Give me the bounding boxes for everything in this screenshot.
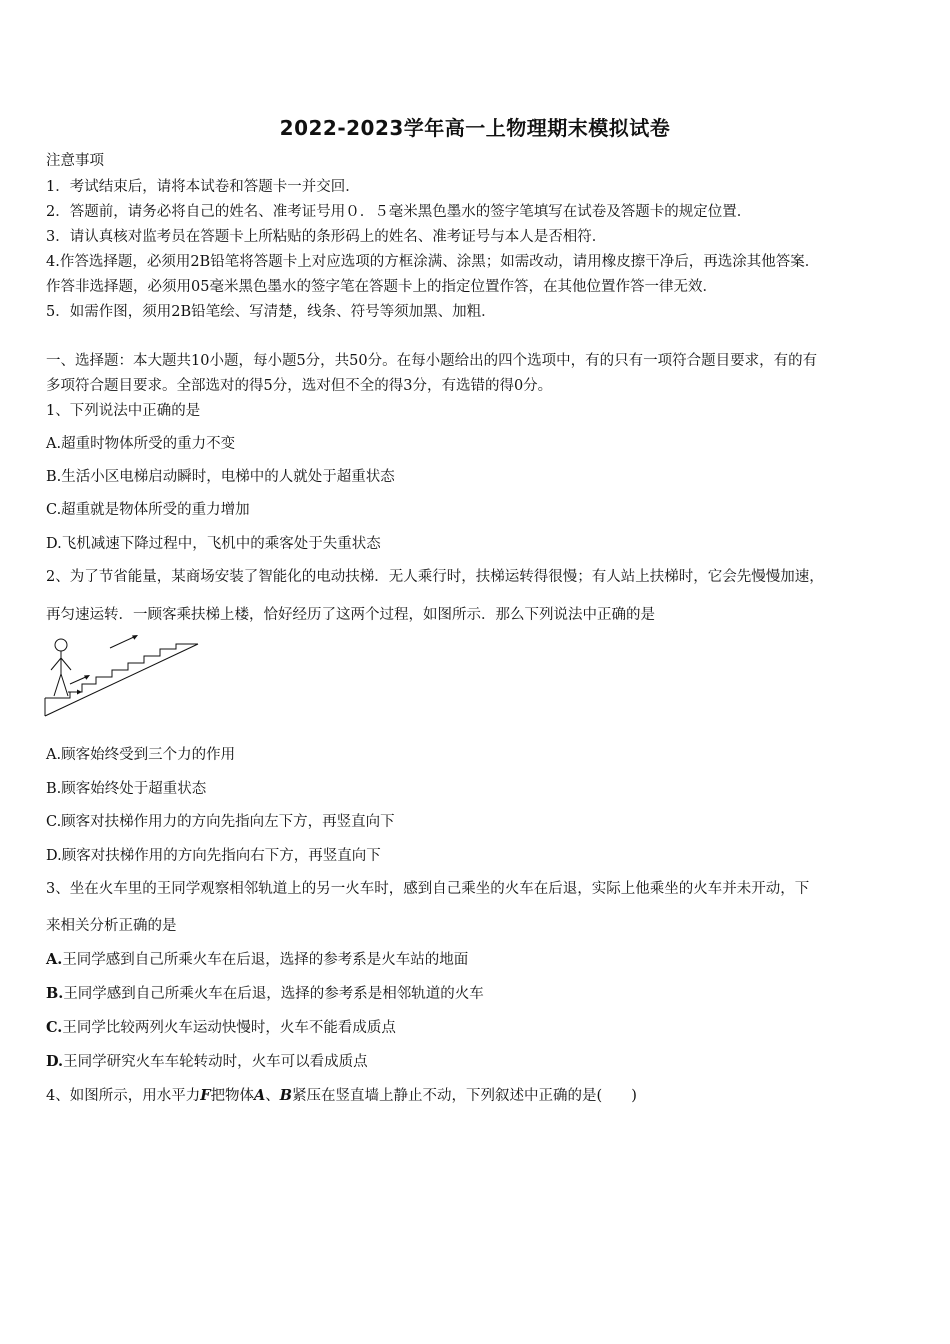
escalator-figure bbox=[44, 634, 204, 720]
page-title: 2022-2023学年高一上物理期末模拟试卷 bbox=[279, 116, 671, 140]
option-letter: A. bbox=[46, 951, 63, 968]
section-instructions-2: 多项符合题目要求。全部选对的得5分，选对但不全的得3分，有选错的得0分。 bbox=[46, 378, 553, 394]
question-2-option-d: D.顾客对扶梯作用的方向先指向右下方，再竖直向下 bbox=[46, 848, 381, 864]
stem-text: 紧压在竖直墙上静止不动，下列叙述中正确的是( ) bbox=[292, 1088, 637, 1104]
question-1-option-c: C.超重就是物体所受的重力增加 bbox=[46, 502, 250, 518]
question-3-option-b bbox=[46, 984, 911, 1004]
question-1-option-a: A.超重时物体所受的重力不变 bbox=[46, 436, 236, 452]
option-letter: B. bbox=[46, 985, 64, 1002]
section-instructions-1: 一、选择题：本大题共10小题，每小题5分，共50分。在每小题给出的四个选项中，有的只有一项符合题目要求，有的有 bbox=[46, 353, 818, 369]
option-letter: C. bbox=[46, 1019, 63, 1036]
notice-heading: 注意事项 bbox=[46, 153, 104, 169]
option-text: 王同学研究火车车轮转动时，火车可以看成质点 bbox=[63, 1054, 368, 1070]
question-1-option-b: B.生活小区电梯启动瞬时，电梯中的人就处于超重状态 bbox=[46, 469, 395, 485]
stem-text: 、 bbox=[265, 1088, 280, 1104]
notice-item-2: 2．答题前，请务必将自己的姓名、准考证号用０．５毫米黑色墨水的签字笔填写在试卷及答题卡的规定位置． bbox=[46, 204, 752, 220]
variable-a: A bbox=[254, 1087, 266, 1104]
notice-item-5: 5．如需作图，须用2B铅笔绘、写清楚，线条、符号等须加黑、加粗． bbox=[46, 304, 496, 320]
variable-f: F bbox=[200, 1087, 211, 1104]
question-3-option-a bbox=[46, 950, 911, 970]
question-2-option-c: C.顾客对扶梯作用力的方向先指向左下方，再竖直向下 bbox=[46, 814, 395, 830]
variable-b: B bbox=[279, 1087, 293, 1104]
option-text: 王同学感到自己所乘火车在后退，选择的参考系是相邻轨道的火车 bbox=[63, 986, 484, 1002]
question-1-stem: 1、下列说法中正确的是 bbox=[46, 403, 201, 419]
question-2-option-a: A.顾客始终受到三个力的作用 bbox=[46, 747, 236, 763]
notice-item-4: 4.作答选择题，必须用2B铅笔将答题卡上对应选项的方框涂满、涂黑；如需改动，请用橡皮擦干净后，再选涂其他答案． bbox=[46, 254, 820, 270]
option-letter: D. bbox=[46, 1053, 64, 1070]
stem-text: 把物体 bbox=[210, 1088, 255, 1104]
question-2-stem-2: 再匀速运转．一顾客乘扶梯上楼，恰好经历了这两个过程，如图所示．那么下列说法中正确的是 bbox=[46, 607, 655, 623]
notice-item-1: 1．考试结束后，请将本试卷和答题卡一并交回． bbox=[46, 179, 360, 195]
question-3-option-d bbox=[46, 1052, 911, 1072]
question-1-option-d: D.飞机减速下降过程中，飞机中的乘客处于失重状态 bbox=[46, 536, 381, 552]
question-4-stem bbox=[46, 1086, 911, 1106]
notice-item-4-cont: 作答非选择题，必须用05毫米黑色墨水的签字笔在答题卡上的指定位置作答，在其他位置作答一律无效． bbox=[46, 279, 717, 295]
notice-item-3: 3．请认真核对监考员在答题卡上所粘贴的条形码上的姓名、准考证号与本人是否相符． bbox=[46, 229, 607, 245]
question-2-stem-1: 2、为了节省能量，某商场安装了智能化的电动扶梯．无人乘行时，扶梯运转得很慢；有人站上扶梯时，它会先慢慢加速， bbox=[46, 569, 824, 585]
question-3-stem-1: 3、坐在火车里的王同学观察相邻轨道上的另一火车时，感到自己乘坐的火车在后退，实际上他乘坐的火车并未开动，下 bbox=[46, 881, 810, 897]
question-3-stem-2: 来相关分析正确的是 bbox=[46, 918, 177, 934]
option-text: 王同学感到自己所乘火车在后退，选择的参考系是火车站的地面 bbox=[62, 952, 469, 968]
option-text: 王同学比较两列火车运动快慢时，火车不能看成质点 bbox=[62, 1020, 396, 1036]
question-3-option-c bbox=[46, 1018, 911, 1038]
stem-text: 4、如图所示，用水平力 bbox=[46, 1088, 201, 1104]
question-2-option-b: B.顾客始终处于超重状态 bbox=[46, 781, 207, 797]
